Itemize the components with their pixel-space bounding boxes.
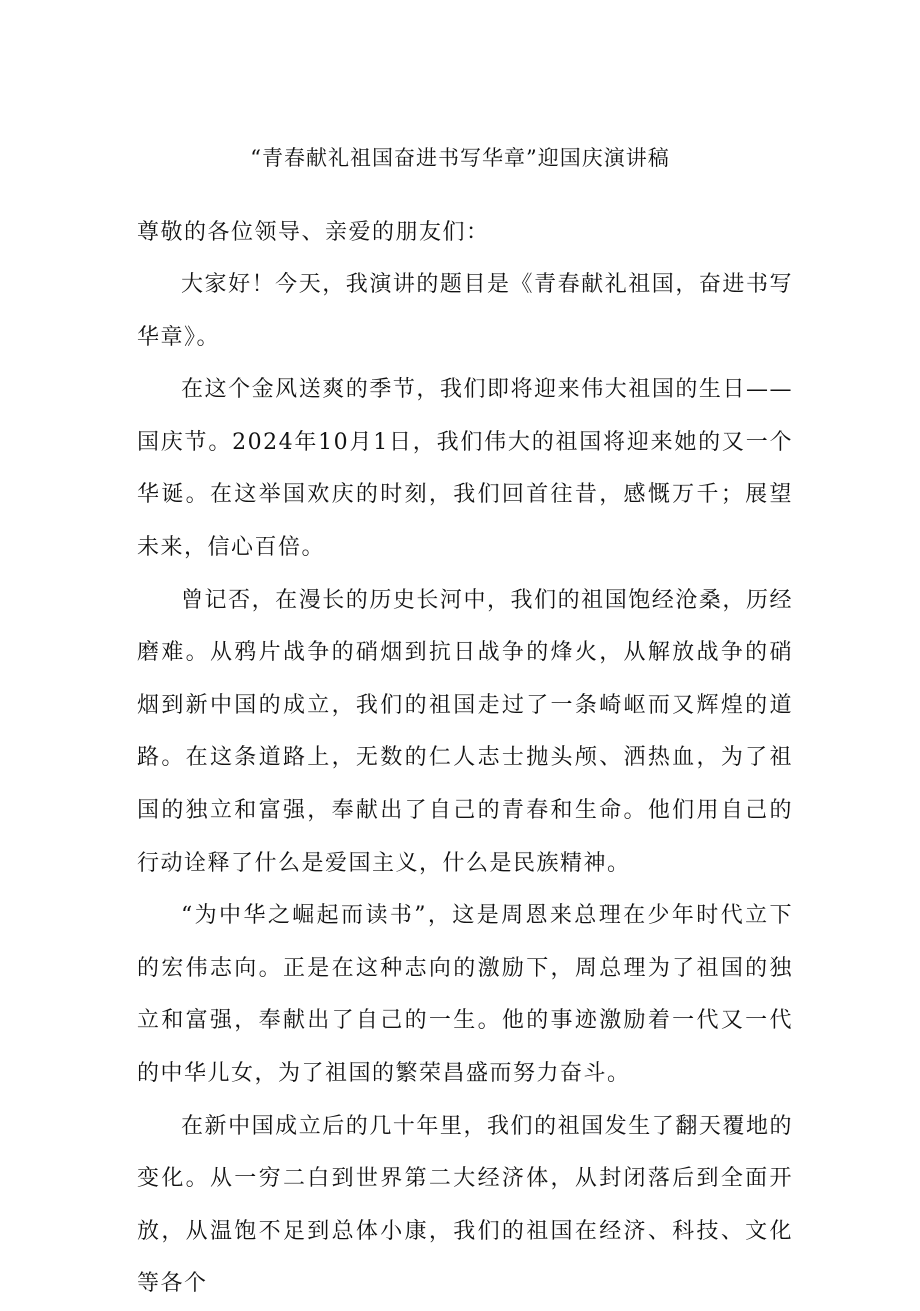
document-body	[137, 213, 793, 1311]
document-title: “青春献礼祖国奋进书写华章”迎国庆演讲稿	[250, 146, 670, 170]
paragraph-greeting: 大家好！今天，我演讲的题目是《青春献礼祖国，奋进书写华章》。	[137, 272, 793, 350]
paragraph-new-china: 在新中国成立后的几十年里，我们的祖国发生了翻天覆地的变化。从一穷二白到世界第二大经济体，从封闭落后到全面开放，从温饱不足到总体小康，我们的祖国在经济、科技、文化等各个	[137, 1113, 793, 1297]
paragraph-national-day: 在这个金风送爽的季节，我们即将迎来伟大祖国的生日——国庆节。2024年10月1日，我们伟大的祖国将迎来她的又一个华诞。在这举国欢庆的时刻，我们回首往昔，感慨万千；展望未来，信心百倍。	[137, 377, 793, 560]
paragraph-history: 曾记否，在漫长的历史长河中，我们的祖国饱经沧桑，历经磨难。从鸦片战争的硝烟到抗日战争的烽火，从解放战争的硝烟到新中国的成立，我们的祖国走过了一条崎岖而又辉煌的道路。在这条道路上，无数的仁人志士抛头颅、洒热血，为了祖国的独立和富强，奉献出了自己的青春和生命。他们用自己的行动诠释了什么是爱国主义，什么是民族精神。	[137, 587, 793, 876]
salutation: 尊敬的各位领导、亲爱的朋友们：	[137, 220, 490, 245]
paragraph-zhou-enlai: “为中华之崛起而读书”，这是周恩来总理在少年时代立下的宏伟志向。正是在这种志向的激励下，周总理为了祖国的独立和富强，奉献出了自己的一生。他的事迹激励着一代又一代的中华儿女，为了祖国的繁荣昌盛而努力奋斗。	[137, 903, 793, 1086]
